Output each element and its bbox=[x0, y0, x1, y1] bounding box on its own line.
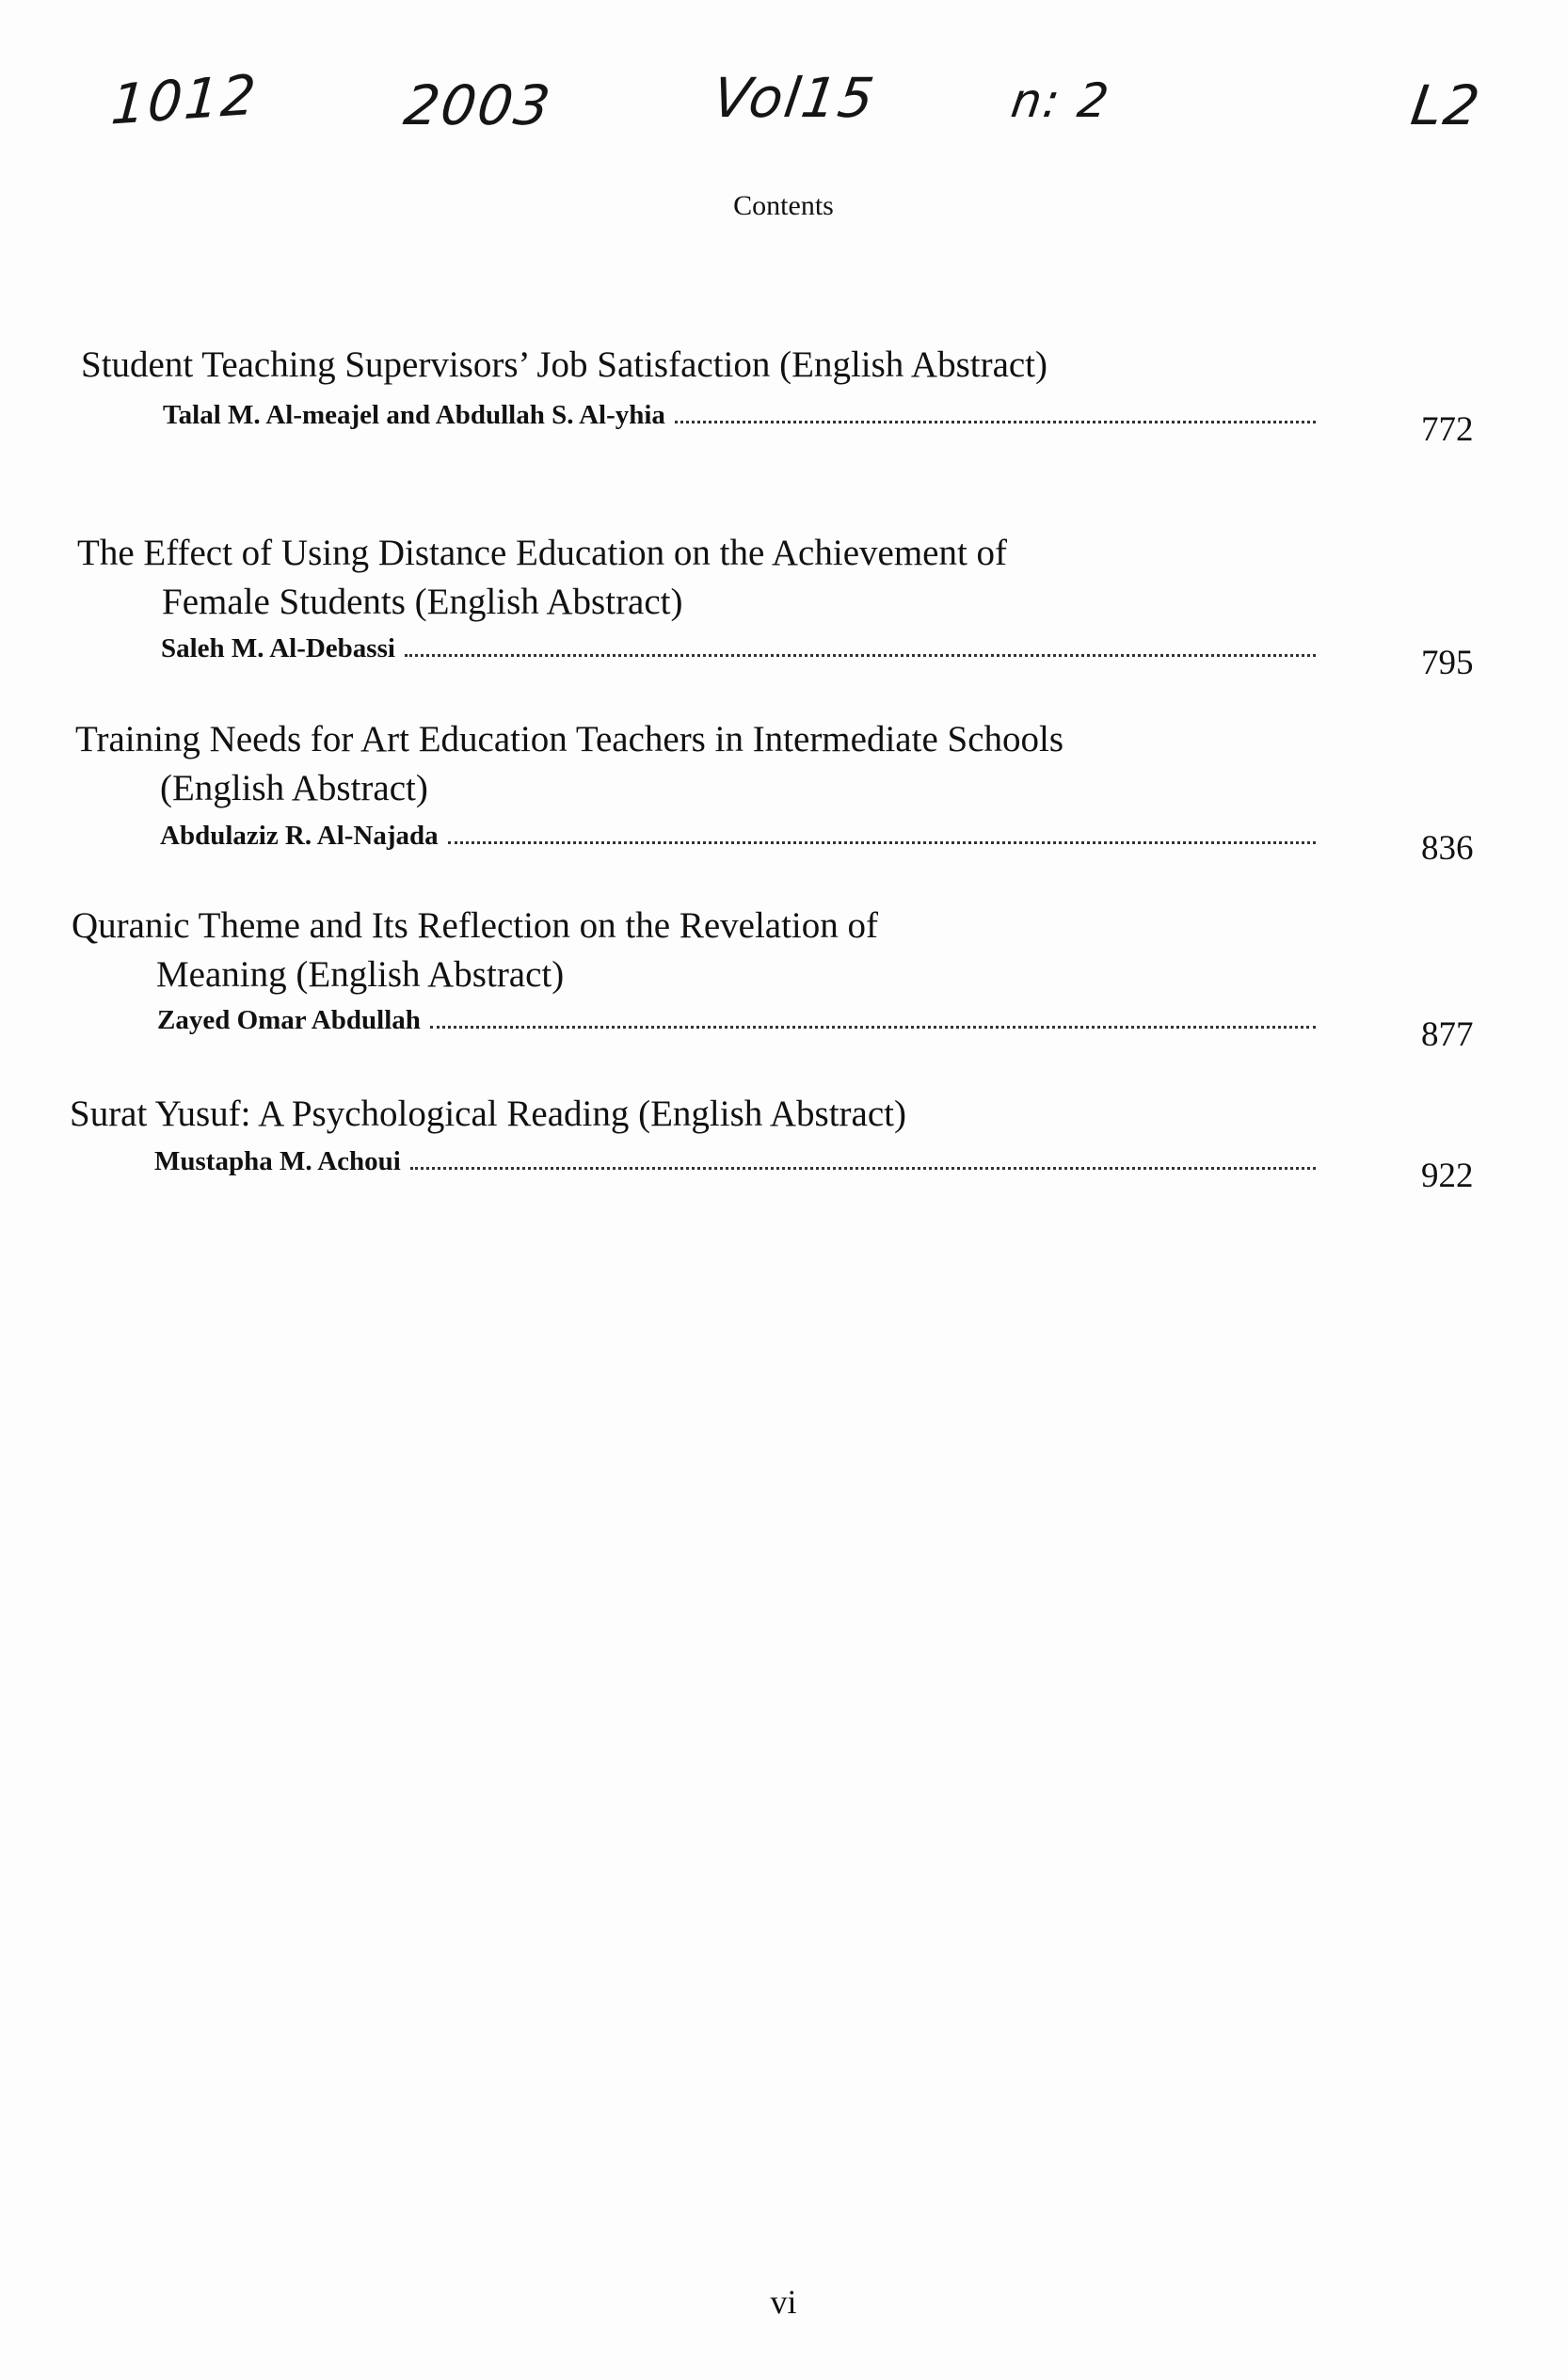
entry-title-line: Female Students (English Abstract) bbox=[162, 582, 683, 622]
handwritten-note-4: n: 2 bbox=[1007, 73, 1114, 128]
entry-page-number: 877 bbox=[1421, 1015, 1474, 1054]
entry-title bbox=[70, 1090, 906, 1139]
entry-title bbox=[72, 902, 878, 999]
entry-author: Saleh M. Al-Debassi bbox=[161, 633, 395, 663]
entry-author-row bbox=[154, 1146, 1316, 1178]
entry-title bbox=[75, 715, 1063, 813]
entry-author-row bbox=[161, 633, 1316, 665]
handwritten-note-1: 1012 bbox=[108, 62, 260, 137]
entry-title-line: Quranic Theme and Its Reflection on the Revelation of bbox=[72, 905, 879, 946]
handwritten-note-2: 2003 bbox=[400, 73, 556, 137]
entry-author: Mustapha M. Achoui bbox=[154, 1146, 401, 1176]
entry-title bbox=[77, 529, 1007, 627]
dot-leader bbox=[410, 1146, 1316, 1170]
entry-author-row bbox=[163, 400, 1316, 432]
entry-author-row bbox=[157, 1005, 1316, 1037]
entry-title-line: Student Teaching Supervisors’ Job Satisfaction (English Abstract) bbox=[81, 344, 1048, 385]
page-footer-number: vi bbox=[770, 2283, 797, 2321]
entry-page-number: 772 bbox=[1421, 410, 1474, 449]
entry-page-number: 922 bbox=[1421, 1157, 1474, 1195]
entry-author: Talal M. Al-meajel and Abdullah S. Al-yhia bbox=[163, 400, 665, 430]
entry-author-row bbox=[160, 821, 1316, 853]
entry-page-number: 795 bbox=[1421, 644, 1474, 682]
entry-author: Zayed Omar Abdullah bbox=[157, 1005, 421, 1035]
entry-title bbox=[81, 341, 1047, 390]
entry-title-line: The Effect of Using Distance Education on the Achievement of bbox=[77, 533, 1008, 573]
dot-leader bbox=[405, 633, 1316, 657]
dot-leader bbox=[675, 400, 1316, 423]
handwritten-note-3: Vol15 bbox=[709, 66, 880, 130]
entry-title-line: Training Needs for Art Education Teachers in Intermediate Schools bbox=[75, 719, 1064, 759]
entry-title-line: Meaning (English Abstract) bbox=[156, 954, 565, 995]
handwritten-note-5: L2 bbox=[1407, 73, 1485, 137]
dot-leader bbox=[430, 1005, 1316, 1029]
entry-author: Abdulaziz R. Al-Najada bbox=[160, 821, 439, 851]
entry-title-line: Surat Yusuf: A Psychological Reading (English Abstract) bbox=[70, 1094, 906, 1134]
contents-heading: Contents bbox=[733, 190, 834, 221]
entry-page-number: 836 bbox=[1421, 829, 1474, 868]
dot-leader bbox=[448, 821, 1316, 844]
entry-title-line: (English Abstract) bbox=[160, 768, 428, 808]
